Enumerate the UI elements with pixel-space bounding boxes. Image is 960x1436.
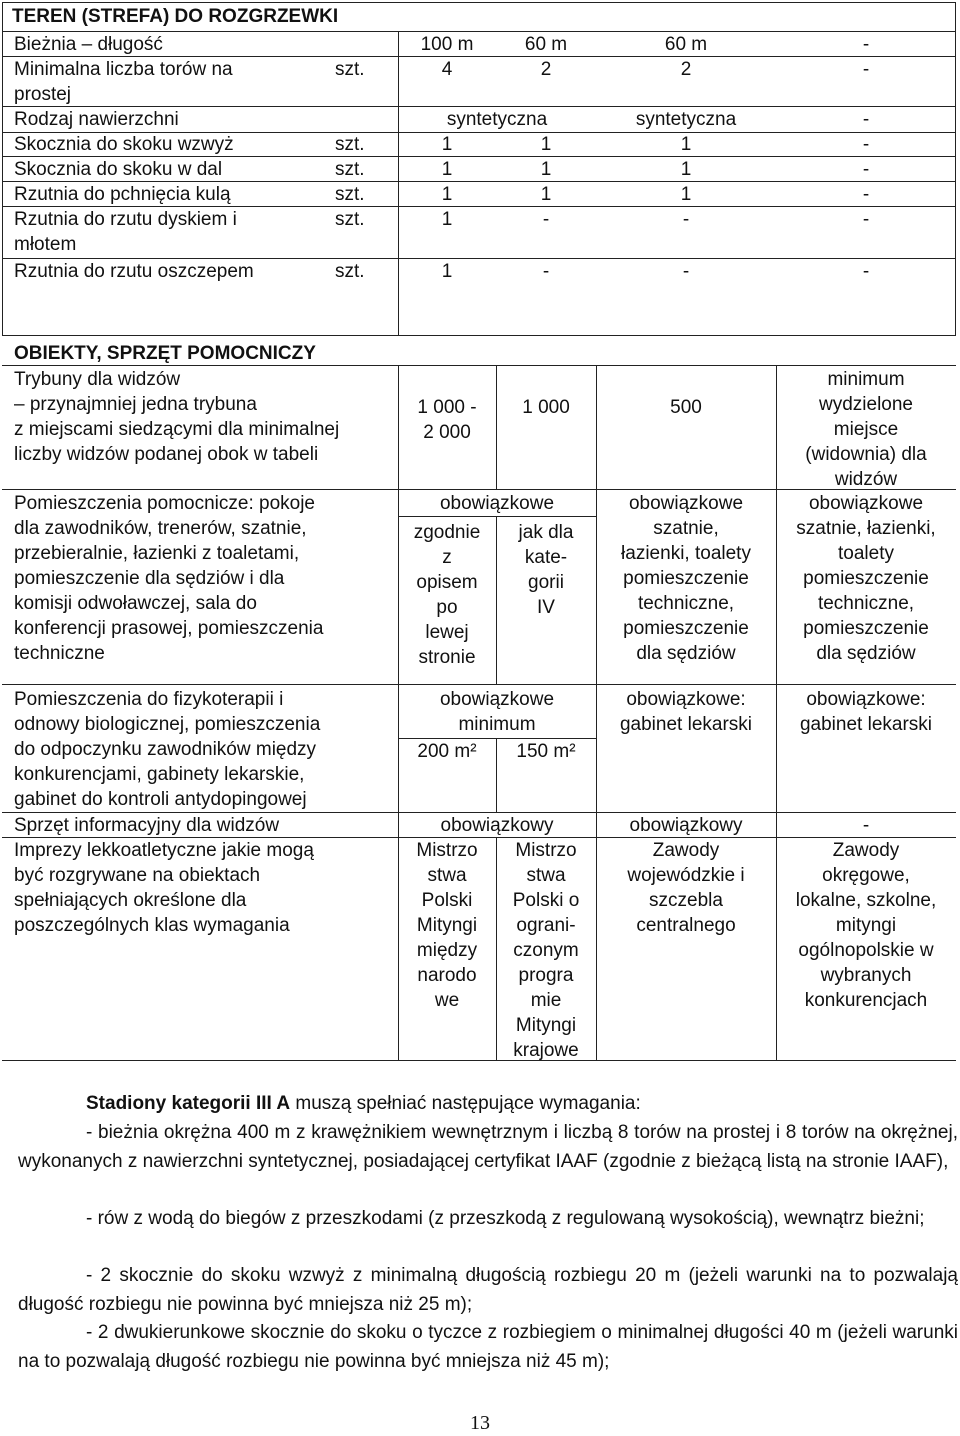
t1-unit: szt. (335, 184, 365, 205)
t1-cell: 1 (680, 134, 692, 155)
events-cell: Zawody okręgowe, lokalne, szkolne, mityngi ogólnopolskie w wybranych konkurencjach (795, 840, 937, 1011)
tribunes-cell: 1 000 - 2 000 (417, 397, 477, 443)
t1-cell: - (862, 184, 870, 205)
rooms-cell: obowiązkowe szatnie, łazienki, toalety pomieszczenie techniczne, pomieszczenie dla sędziów (796, 493, 936, 664)
physio-cell: obowiązkowe: gabinet lekarski (619, 689, 753, 735)
events-label: Imprezy lekkoatletyczne jakie mogą być rozgrywane na obiektach spełniających określone dla poszczególnych klas wymagania (14, 840, 314, 936)
events-cell: Mistrzo stwa Polski Mityngi między narodo we (416, 840, 478, 1011)
t1-unit: szt. (335, 59, 365, 80)
requirement-text: - 2 skocznie do skoku wzwyż z minimalną długością rozbiegu 20 m (jeżeli warunki na to pozwalają długość rozbiegu nie powinna być mniejsza niż 25 m); (18, 1265, 958, 1315)
it-cell: obowiązkowy (440, 815, 554, 836)
t1-row-label: Rzutnia do rzutu oszczepem (14, 261, 254, 282)
t1-cell: syntetyczna (446, 109, 548, 130)
tribunes-cell: minimum wydzielone miejsce (widownia) dla widzów (805, 369, 927, 490)
t1-cell: - (862, 134, 870, 155)
t2-col-divider (496, 365, 497, 489)
t2-title: OBIEKTY, SPRZĘT POMOCNICZY (14, 343, 316, 364)
t1-cell: - (862, 261, 870, 282)
events-cell: Zawody wojewódzkie i szczebla centralnego (627, 840, 745, 936)
rooms-cell: jak dla kate- gorii IV (518, 522, 574, 618)
heading-rest: muszą spełniać następujące wymagania: (290, 1093, 641, 1114)
t1-cell: - (542, 209, 550, 230)
t1-unit: szt. (335, 209, 365, 230)
t1-cell: 2 (540, 59, 552, 80)
t1-cell: 1 (680, 184, 692, 205)
t1-cell: 1 (441, 184, 453, 205)
events-cell: Mistrzo stwa Polski o ograni- czonym progra mie Mityngi krajowe (512, 840, 580, 1061)
t1-cell: 1 (441, 159, 453, 180)
physio-cell: obowiązkowe minimum (439, 689, 555, 735)
t1-title: TEREN (STREFA) DO ROZGRZEWKI (12, 6, 339, 27)
t1-row-label: Rodzaj nawierzchni (14, 109, 179, 130)
t2-rule (398, 516, 597, 517)
t1-cell: 100 m (420, 34, 474, 55)
physio-cell: 150 m² (516, 741, 576, 762)
t1-cell: 1 (441, 134, 453, 155)
t1-unit: szt. (335, 134, 365, 155)
t1-cell: 1 (680, 159, 692, 180)
t1-cell: syntetyczna (635, 109, 737, 130)
rooms-cell: obowiązkowe szatnie, łazienki, toalety pomieszczenie techniczne, pomieszczenie dla sędziów (621, 493, 751, 664)
t1-row-label: Minimalna liczba torów na prostej (14, 59, 233, 105)
t1-cell: - (862, 159, 870, 180)
t1-cell: 1 (540, 159, 552, 180)
t1-cell: 60 m (664, 34, 708, 55)
t1-row-label: Skocznia do skoku wzwyż (14, 134, 234, 155)
t1-cell: - (682, 209, 690, 230)
requirement-text: - bieżnia okrężna 400 m z krawężnikiem wewnętrznym i liczbą 8 torów na prostej i 8 torów na okrężnej, wykonanych z nawierzchni syntetycznej, posiadającej certyfikat IAAF (zgodnie z bieżącą listą na stronie IAAF), (18, 1122, 958, 1172)
t1-unit: szt. (335, 261, 365, 282)
t1-cell: - (862, 59, 870, 80)
tribunes-cell: 500 (670, 397, 702, 418)
t1-cell: 60 m (524, 34, 568, 55)
requirement-item (18, 1204, 958, 1233)
requirement-item (18, 1118, 958, 1176)
t1-row-label: Skocznia do skoku w dal (14, 159, 223, 180)
t1-cell: - (542, 261, 550, 282)
tribunes-label: Trybuny dla widzów – przynajmniej jedna trybuna z miejscami siedzącymi dla minimalnej liczby widzów podanej obok w tabeli (14, 369, 340, 465)
t1-cell: 1 (540, 134, 552, 155)
physio-label: Pomieszczenia do fizykoterapii i odnowy biologicznej, pomieszczenia do odpoczynku zawodników między konkurencjami, gabinety lekarskie, gabinet do kontroli antydopingowej (14, 689, 321, 810)
t1-row-label: Rzutnia do rzutu dyskiem i młotem (14, 209, 237, 255)
rooms-cell: zgodnie z opisem po lewej stronie (413, 522, 481, 668)
t1-cell: 4 (441, 59, 453, 80)
t1-row-label: Rzutnia do pchnięcia kulą (14, 184, 231, 205)
t1-cell: - (862, 34, 870, 55)
requirement-item (18, 1318, 958, 1376)
t1-cell: 1 (441, 261, 453, 282)
it-cell: obowiązkowy (629, 815, 743, 836)
t1-cell: - (682, 261, 690, 282)
t1-cell: - (862, 209, 870, 230)
t2-rule (2, 684, 956, 685)
t1-border-bottom (2, 335, 956, 336)
requirement-text: - 2 dwukierunkowe skocznie do skoku o tyczce z rozbiegiem o minimalnej długości 40 m (jeżeli warunki na to pozwalają długość rozbiegu nie powinna być mniejsza niż 45 m); (18, 1322, 958, 1372)
tribunes-cell: 1 000 (522, 397, 570, 418)
requirements-heading (18, 1089, 958, 1118)
t1-cell: 1 (441, 209, 453, 230)
t1-row-label: Bieżnia – długość (14, 34, 163, 55)
t1-cell: 2 (680, 59, 692, 80)
it-cell: - (862, 815, 870, 836)
rooms-cell: obowiązkowe (439, 493, 555, 514)
page-number: 13 (470, 1412, 490, 1434)
it-label: Sprzęt informacyjny dla widzów (14, 815, 280, 836)
heading-bold: Stadiony kategorii III A (86, 1093, 291, 1114)
t1-unit: szt. (335, 159, 365, 180)
t2-border-bottom (2, 1060, 956, 1061)
t1-border-top (2, 2, 956, 3)
t1-border-left (2, 2, 3, 335)
requirement-item (18, 1261, 958, 1319)
t1-cell: 1 (540, 184, 552, 205)
physio-cell: 200 m² (417, 741, 477, 762)
requirement-text: - rów z wodą do biegów z przeszkodami (z przeszkodą z regulowaną wysokością), wewnątrz bieżni; (86, 1208, 925, 1229)
rooms-label: Pomieszczenia pomocnicze: pokoje dla zawodników, trenerów, szatnie, przebieralnie, łazienki z toaletami, pomieszczenie dla sędziów i dla komisji odwoławczej, sala do konferencji prasowej, pomieszczenia techniczne (14, 493, 324, 664)
t1-cell: - (862, 109, 870, 130)
physio-cell: obowiązkowe: gabinet lekarski (799, 689, 933, 735)
